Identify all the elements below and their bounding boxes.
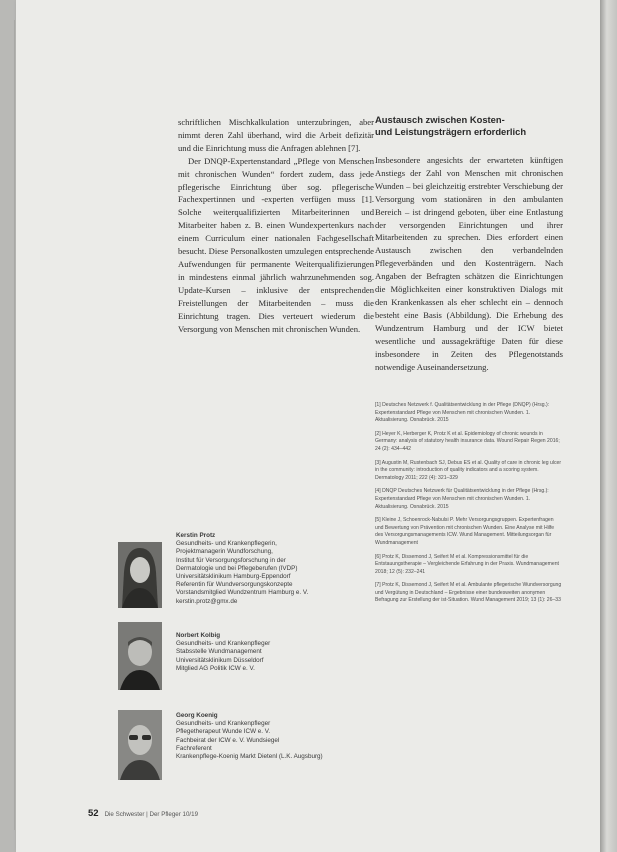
author-line: Projektmanagerin Wundforschung, bbox=[176, 548, 273, 556]
reference-item: [6] Protz K, Dissemond J, Seifert M et al. Kompressionsmittel für die Entstauungstherapie – Vergleichende Erfahrung in der Praxis. Wundmanagement 2018; 12 (5): 232–241 bbox=[375, 553, 559, 575]
author-line: Gesundheits- und Krankenpfleger bbox=[176, 640, 271, 648]
author-block bbox=[118, 612, 378, 692]
page-footer bbox=[88, 808, 198, 819]
author-line: Dermatologie und bei Pflegeberufen (IVDP) bbox=[176, 564, 298, 572]
reference-list bbox=[375, 402, 563, 611]
left-paragraph-2: Der DNQP-Expertenstandard „Pflege von Menschen mit chronischen Wunden“ fordert zudem, dass jede pflegerische Einrichtung über sog. pflegerische Fachexpertinnen und -experten verfügen muss [1]. Solche weiterqualifizierten Mitarbeiterinnen und Mitarbeiter haben z. B. einen Wundexpertenkurs nach einem Curriculum einer nationalen Fachgesellschaft besucht. Diese Personalkosten umzulegen entsprechende Aufwendungen für permanente Weiterqualifizierungen in mindestens einmal jährlich wahrzunehmenden sog. Update-Kursen – inklusive der entsprechenden Freistellungen der Mitarbeitenden – muss die Einrichtung tragen. Dies verteuert wiederum die Versorgung von Menschen mit chronischen Wunden. bbox=[178, 155, 374, 334]
author-block bbox=[118, 700, 378, 782]
section-heading-line1: Austausch zwischen Kosten- bbox=[375, 114, 505, 125]
journal-name: Die Schwester | Der Pfleger 10/19 bbox=[104, 811, 199, 818]
author-photo bbox=[118, 542, 162, 608]
binding-edge bbox=[14, 20, 15, 830]
section-heading-line2: und Leistungsträgern erforderlich bbox=[375, 126, 527, 137]
reference-item: [2] Heyer K, Herberger K, Protz K et al. Epidemiology of chronic wounds in Germany: analysis of statutory health insurance data. Wound Repair Regen 2016; 24 (2): 434–442 bbox=[375, 430, 560, 452]
author-block bbox=[118, 532, 378, 614]
page-number: 52 bbox=[88, 808, 99, 819]
author-name: Norbert Kolbig bbox=[176, 632, 221, 639]
author-line: Universitätsklinikum Hamburg-Eppendorf bbox=[176, 573, 291, 581]
author-line: Fachreferent bbox=[176, 744, 212, 752]
author-line: Institut für Versorgungsforschung in der bbox=[176, 556, 286, 564]
author-email: kerstin.protz@gmx.de bbox=[176, 597, 238, 605]
reference-item: [5] Kleine J, Schoenrock-Nabulsi P. Mehr Versorgungsgruppen. Expertenfragen und Bewertung von Prävention mit chronischen Wunden. Eine Analyse mit Hilfe des Versorgungsmanagements ICW. Wund Management. Mitteilungsorgan für Wundmanagement bbox=[375, 517, 555, 546]
reference-item: [1] Deutsches Netzwerk f. Qualitätsentwicklung in der Pflege (DNQP) (Hrsg.): Expertenstandard Pflege von Menschen mit chronischen Wunden. 1. Aktualisierung. Osnabrück. 2015 bbox=[375, 402, 550, 424]
author-line: Universitätsklinikum Düsseldorf bbox=[176, 656, 264, 664]
page-edge bbox=[600, 0, 617, 852]
author-info bbox=[176, 712, 323, 761]
author-line: Vorstandsmitglied Wundzentrum Hamburg e. V. bbox=[176, 589, 309, 597]
author-line: Mitglied AG Politik ICW e. V. bbox=[176, 664, 255, 672]
author-line: Fachbeirat der ICW e. V. Wundsiegel bbox=[176, 736, 280, 744]
author-name: Kerstin Protz bbox=[176, 532, 216, 539]
author-line: Pflegetherapeut Wunde ICW e. V. bbox=[176, 728, 271, 736]
author-photo bbox=[118, 710, 162, 780]
reference-item: [3] Augustin M, Rustenbach SJ, Debus ES et al. Quality of care in chronic leg ulcer in the community: introduction of quality indicators and a scoring system. Dermatology 2011; 222 (4): 321–329 bbox=[375, 459, 562, 481]
author-line: Krankenpflege-Koenig Markt Dietenl (L.K. Augsburg) bbox=[176, 753, 323, 761]
author-line: Referentin für Wundversorgungskonzepte bbox=[176, 581, 293, 589]
reference-item: [4] DNQP Deutsches Netzwerk für Qualitätsentwicklung in der Pflege (Hrsg.): Expertenstandard Pflege von Menschen mit chronischen Wunden. 1. Aktualisierung. Osnabrück. 2015 bbox=[375, 488, 549, 510]
author-info bbox=[176, 532, 308, 606]
author-line: Stabsstelle Wundmanagement bbox=[176, 648, 262, 656]
left-column bbox=[178, 116, 374, 335]
reference-item: [7] Protz K, Dissemond J, Seifert M et al. Ambulante pflegerische Wundversorgung und Vergütung in Deutschland – Ergebnisse einer bundesweiten anonymen Befragung zur Erstellung der ist-Situation. Wund Management 2019; 13 (1): 26–33 bbox=[375, 582, 562, 604]
author-line: Gesundheits- und Krankenpfleger bbox=[176, 720, 271, 728]
right-column bbox=[375, 114, 563, 373]
author-photo bbox=[118, 622, 162, 690]
author-name: Georg Koenig bbox=[176, 712, 218, 719]
section-heading bbox=[375, 114, 563, 138]
left-paragraph-1: schriftlichen Mischkalkulation unterzubringen, aber nimmt deren Zahl überhand, wird die Arbeit defizitär und die Einrichtung muss die Anfragen ablehnen [7]. bbox=[178, 117, 374, 153]
author-line: Gesundheits- und Krankenpflegerin, bbox=[176, 540, 277, 548]
author-info bbox=[176, 632, 270, 673]
right-body-text: Insbesondere angesichts der erwarteten künftigen Anstiegs der Zahl von Menschen mit chronischen Wunden – bei gleichzeitig erstrebter Verschiebung der Versorgung vom stationären in den ambulanten Bereich – ist dringend geboten, über eine Entlastung der versorgenden Einrichtungen und ihrer Mitarbeitenden zu sprechen. Dies erfordert einen Austausch zwischen den verbandelnden Pflegeverbänden und den Kostenträgern. Nach Angaben der Befragten schätzen die Einrichtungen die Möglichkeiten einer konstruktiven Dialogs mit den Krankenkassen als eher schlecht ein – dennoch besteht eine Basis (Abbildung). Die Erhebung des Wundzentrum Hamburg und der ICW bietet wesentliche und aussagekräftige Daten für diese insbesondere in Zeiten des Pflegenotstands notwendige Auseinandersetzung. bbox=[375, 155, 563, 372]
